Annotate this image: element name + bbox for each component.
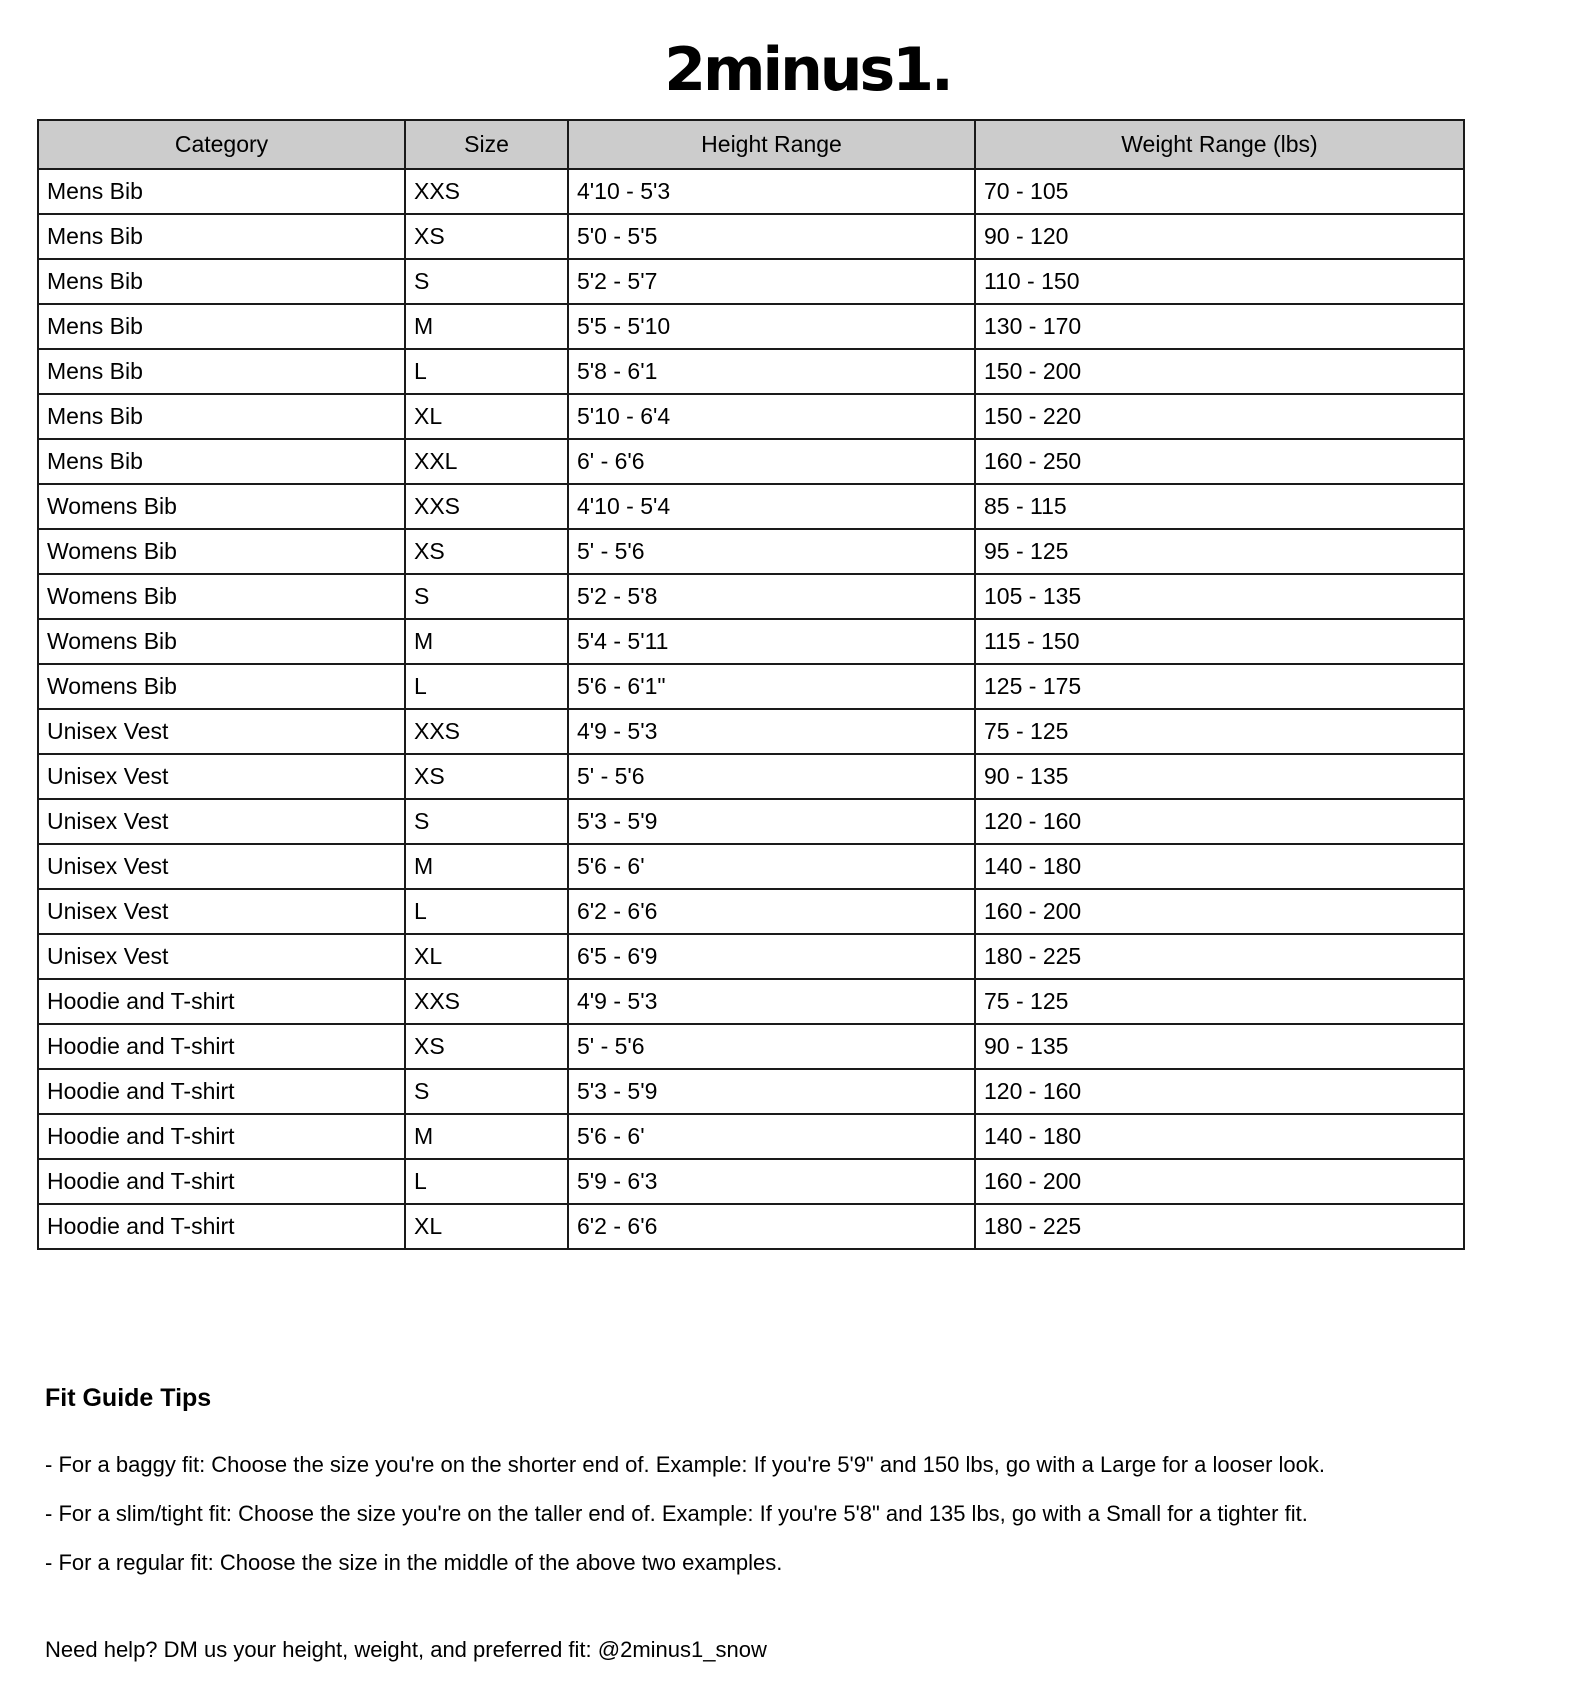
- cell-category: Unisex Vest: [38, 934, 405, 979]
- cell-weight-range: 180 - 225: [975, 1204, 1464, 1249]
- cell-height-range: 6'2 - 6'6: [568, 1204, 975, 1249]
- cell-weight-range: 70 - 105: [975, 169, 1464, 214]
- cell-height-range: 5'9 - 6'3: [568, 1159, 975, 1204]
- size-chart-table: [37, 119, 1465, 1250]
- cell-height-range: 5'6 - 6': [568, 1114, 975, 1159]
- cell-height-range: 5' - 5'6: [568, 529, 975, 574]
- cell-size: M: [405, 1114, 568, 1159]
- cell-height-range: 5'3 - 5'9: [568, 1069, 975, 1114]
- cell-height-range: 5'2 - 5'8: [568, 574, 975, 619]
- table-row: [38, 484, 1464, 529]
- cell-weight-range: 110 - 150: [975, 259, 1464, 304]
- cell-height-range: 5'4 - 5'11: [568, 619, 975, 664]
- cell-weight-range: 115 - 150: [975, 619, 1464, 664]
- cell-weight-range: 90 - 135: [975, 754, 1464, 799]
- cell-weight-range: 140 - 180: [975, 1114, 1464, 1159]
- table-row: [38, 1069, 1464, 1114]
- cell-size: XXL: [405, 439, 568, 484]
- cell-weight-range: 150 - 220: [975, 394, 1464, 439]
- cell-weight-range: 140 - 180: [975, 844, 1464, 889]
- cell-size: S: [405, 259, 568, 304]
- cell-size: XS: [405, 214, 568, 259]
- cell-category: Womens Bib: [38, 619, 405, 664]
- cell-height-range: 5'5 - 5'10: [568, 304, 975, 349]
- cell-size: L: [405, 664, 568, 709]
- cell-weight-range: 120 - 160: [975, 1069, 1464, 1114]
- brand-logo: 2minus1.: [664, 35, 951, 105]
- cell-height-range: 6'2 - 6'6: [568, 889, 975, 934]
- cell-height-range: 4'9 - 5'3: [568, 709, 975, 754]
- cell-size: M: [405, 619, 568, 664]
- cell-weight-range: 150 - 200: [975, 349, 1464, 394]
- cell-size: L: [405, 889, 568, 934]
- table-row: [38, 1024, 1464, 1069]
- cell-size: XS: [405, 754, 568, 799]
- cell-weight-range: 75 - 125: [975, 709, 1464, 754]
- cell-height-range: 4'10 - 5'4: [568, 484, 975, 529]
- cell-size: XXS: [405, 169, 568, 214]
- table-row: [38, 619, 1464, 664]
- cell-size: S: [405, 574, 568, 619]
- cell-size: S: [405, 1069, 568, 1114]
- cell-weight-range: 130 - 170: [975, 304, 1464, 349]
- cell-category: Hoodie and T-shirt: [38, 979, 405, 1024]
- cell-size: M: [405, 304, 568, 349]
- table-row: [38, 979, 1464, 1024]
- cell-category: Womens Bib: [38, 529, 405, 574]
- fit-guide-tips: [45, 1378, 1545, 1587]
- cell-height-range: 6'5 - 6'9: [568, 934, 975, 979]
- cell-size: XL: [405, 934, 568, 979]
- table-row: [38, 709, 1464, 754]
- cell-weight-range: 75 - 125: [975, 979, 1464, 1024]
- header-weight-range: Weight Range (lbs): [975, 120, 1464, 169]
- cell-height-range: 5'2 - 5'7: [568, 259, 975, 304]
- cell-size: XXS: [405, 979, 568, 1024]
- table-row: [38, 349, 1464, 394]
- cell-category: Unisex Vest: [38, 799, 405, 844]
- cell-category: Womens Bib: [38, 574, 405, 619]
- tip-baggy-fit: - For a baggy fit: Choose the size you're on the shorter end of. Example: If you're 5'9" and 150 lbs, go with a Large for a looser look.: [45, 1452, 1326, 1477]
- cell-height-range: 6' - 6'6: [568, 439, 975, 484]
- cell-category: Mens Bib: [38, 439, 405, 484]
- cell-category: Mens Bib: [38, 169, 405, 214]
- cell-category: Womens Bib: [38, 484, 405, 529]
- header-size: Size: [405, 120, 568, 169]
- cell-height-range: 5'0 - 5'5: [568, 214, 975, 259]
- table-row: [38, 529, 1464, 574]
- cell-category: Hoodie and T-shirt: [38, 1069, 405, 1114]
- table-row: [38, 1114, 1464, 1159]
- cell-weight-range: 160 - 200: [975, 889, 1464, 934]
- cell-category: Unisex Vest: [38, 889, 405, 934]
- cell-height-range: 4'10 - 5'3: [568, 169, 975, 214]
- table-row: [38, 934, 1464, 979]
- cell-size: XXS: [405, 709, 568, 754]
- cell-category: Mens Bib: [38, 259, 405, 304]
- cell-height-range: 5' - 5'6: [568, 1024, 975, 1069]
- cell-weight-range: 85 - 115: [975, 484, 1464, 529]
- cell-size: XL: [405, 394, 568, 439]
- table-row: [38, 1204, 1464, 1249]
- cell-weight-range: 90 - 120: [975, 214, 1464, 259]
- cell-size: XS: [405, 1024, 568, 1069]
- help-text: Need help? DM us your height, weight, and preferred fit: @2minus1_snow: [45, 1637, 767, 1662]
- cell-category: Mens Bib: [38, 394, 405, 439]
- table-row: [38, 754, 1464, 799]
- cell-category: Hoodie and T-shirt: [38, 1024, 405, 1069]
- cell-height-range: 5' - 5'6: [568, 754, 975, 799]
- cell-weight-range: 125 - 175: [975, 664, 1464, 709]
- cell-category: Unisex Vest: [38, 754, 405, 799]
- cell-size: L: [405, 349, 568, 394]
- cell-category: Unisex Vest: [38, 709, 405, 754]
- tip-regular-fit: - For a regular fit: Choose the size in the middle of the above two examples.: [45, 1550, 783, 1575]
- cell-category: Hoodie and T-shirt: [38, 1204, 405, 1249]
- table-header-row: [38, 120, 1464, 169]
- cell-weight-range: 160 - 200: [975, 1159, 1464, 1204]
- table-row: [38, 214, 1464, 259]
- cell-category: Hoodie and T-shirt: [38, 1159, 405, 1204]
- table-row: [38, 1159, 1464, 1204]
- cell-size: XS: [405, 529, 568, 574]
- cell-weight-range: 180 - 225: [975, 934, 1464, 979]
- header-category: Category: [38, 120, 405, 169]
- cell-category: Mens Bib: [38, 304, 405, 349]
- cell-size: S: [405, 799, 568, 844]
- table-row: [38, 889, 1464, 934]
- table-row: [38, 259, 1464, 304]
- table-row: [38, 394, 1464, 439]
- table-row: [38, 799, 1464, 844]
- table-row: [38, 844, 1464, 889]
- cell-size: XXS: [405, 484, 568, 529]
- header-height-range: Height Range: [568, 120, 975, 169]
- table-row: [38, 664, 1464, 709]
- tip-slim-fit: - For a slim/tight fit: Choose the size you're on the taller end of. Example: If you're 5'8" and 135 lbs, go with a Small for a tighter fit.: [45, 1501, 1308, 1526]
- cell-category: Unisex Vest: [38, 844, 405, 889]
- cell-height-range: 4'9 - 5'3: [568, 979, 975, 1024]
- tips-heading: Fit Guide Tips: [45, 1384, 212, 1412]
- cell-weight-range: 160 - 250: [975, 439, 1464, 484]
- cell-size: XL: [405, 1204, 568, 1249]
- cell-size: M: [405, 844, 568, 889]
- table-row: [38, 574, 1464, 619]
- cell-height-range: 5'6 - 6': [568, 844, 975, 889]
- table-row: [38, 169, 1464, 214]
- table-row: [38, 439, 1464, 484]
- cell-weight-range: 95 - 125: [975, 529, 1464, 574]
- cell-category: Hoodie and T-shirt: [38, 1114, 405, 1159]
- cell-weight-range: 105 - 135: [975, 574, 1464, 619]
- cell-size: L: [405, 1159, 568, 1204]
- cell-height-range: 5'10 - 6'4: [568, 394, 975, 439]
- cell-height-range: 5'6 - 6'1": [568, 664, 975, 709]
- cell-weight-range: 90 - 135: [975, 1024, 1464, 1069]
- cell-category: Mens Bib: [38, 214, 405, 259]
- cell-height-range: 5'8 - 6'1: [568, 349, 975, 394]
- cell-weight-range: 120 - 160: [975, 799, 1464, 844]
- cell-category: Mens Bib: [38, 349, 405, 394]
- table-row: [38, 304, 1464, 349]
- cell-category: Womens Bib: [38, 664, 405, 709]
- cell-height-range: 5'3 - 5'9: [568, 799, 975, 844]
- table-body: [38, 169, 1464, 1249]
